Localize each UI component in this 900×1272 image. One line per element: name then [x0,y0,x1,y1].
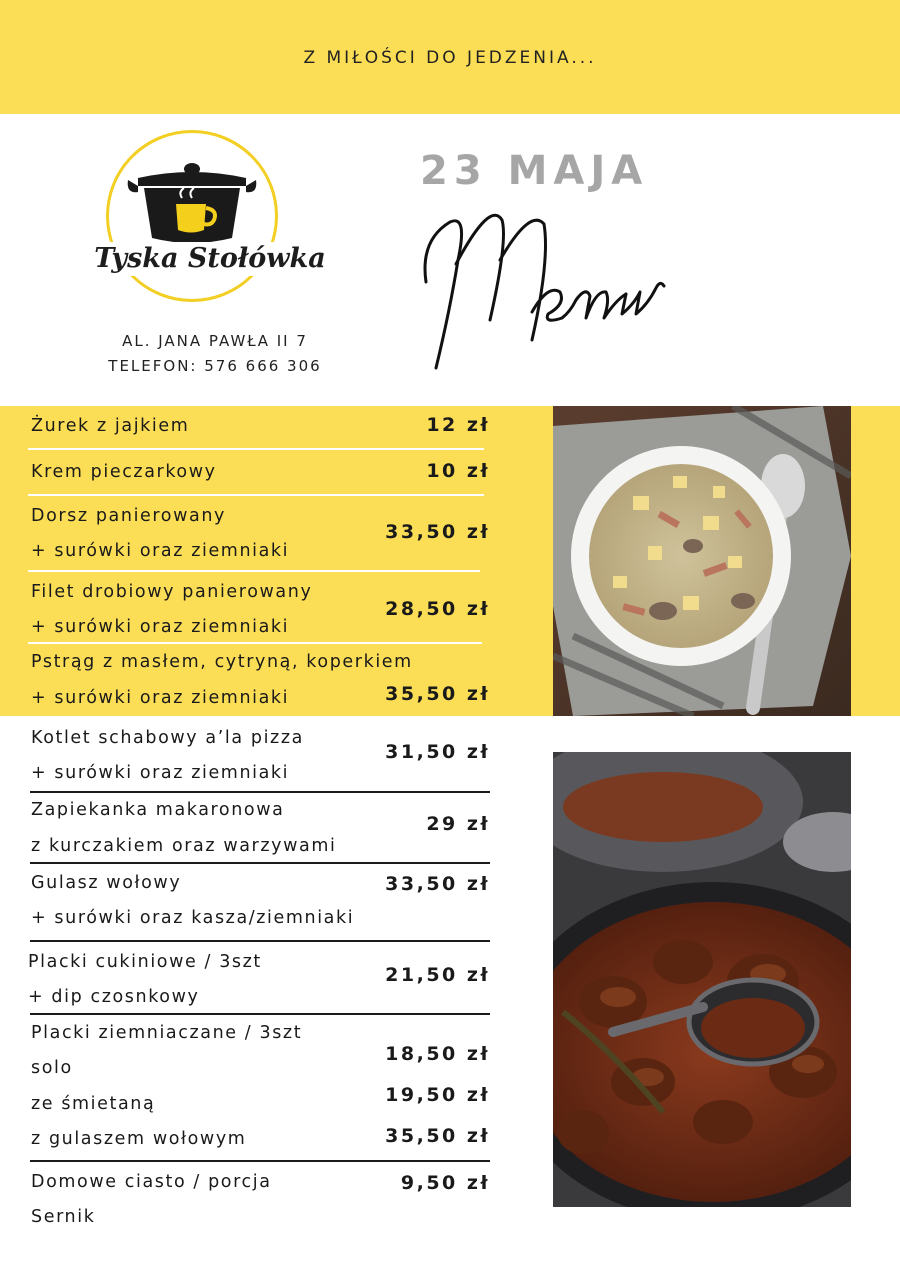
dish-name: Placki cukiniowe / 3szt [28,952,262,972]
divider [30,791,490,793]
divider [30,1160,490,1162]
dish-name: Pstrąg z masłem, cytryną, koperkiem [31,652,413,672]
dish-name: Filet drobiowy panierowany [31,582,313,602]
divider [28,494,484,496]
dish-side: + surówki oraz ziemniaki [31,763,290,783]
dish-option: solo [31,1058,73,1078]
dish-option: Sernik [31,1207,96,1227]
divider [28,642,482,644]
dish-name: Żurek z jajkiem [31,416,190,436]
dish-price: 21,50 zł [385,964,490,986]
dish-side: + surówki oraz ziemniaki [31,541,290,561]
dish-price: 12 zł [426,414,490,436]
divider [30,862,490,864]
address: AL. JANA PAWŁA II 7 [122,332,308,350]
brand-name: Tyska Stołówka [86,242,334,276]
divider [28,570,480,572]
dish-side: z kurczakiem oraz warzywami [31,836,337,856]
menu-title-script [420,200,680,376]
dish-side: + surówki oraz ziemniaki [31,688,290,708]
dish-side: + surówki oraz kasza/ziemniaki [31,908,355,928]
divider [30,940,490,942]
phone: TELEFON: 576 666 306 [108,357,322,375]
soup-photo [553,406,851,716]
dish-price: 18,50 zł [385,1043,490,1065]
dish-price: 9,50 zł [400,1172,490,1194]
dish-name: Domowe ciasto / porcja [31,1172,272,1192]
dish-price: 35,50 zł [385,1125,490,1147]
dish-name: Placki ziemniaczane / 3szt [31,1023,303,1043]
dish-name: Zapiekanka makaronowa [31,800,285,820]
dish-side: + surówki oraz ziemniaki [31,617,290,637]
divider [30,1013,490,1015]
dish-option: z gulaszem wołowym [31,1129,247,1149]
divider [28,448,484,450]
dish-price: 31,50 zł [385,741,490,763]
dish-price: 33,50 zł [385,873,490,895]
dish-price: 33,50 zł [385,521,490,543]
dish-name: Krem pieczarkowy [31,462,217,482]
dish-price: 29 zł [426,813,490,835]
dish-side: + dip czosnkowy [28,987,200,1007]
dish-option: ze śmietaną [31,1094,156,1114]
dish-name: Gulasz wołowy [31,873,182,893]
dish-price: 28,50 zł [385,598,490,620]
goulash-photo [553,752,851,1207]
dish-price: 35,50 zł [385,683,490,705]
dish-price: 10 zł [426,460,490,482]
dish-price: 19,50 zł [385,1084,490,1106]
tagline: Z MIŁOŚCI DO JEDZENIA... [303,48,597,68]
dish-name: Dorsz panierowany [31,506,226,526]
pot-icon [126,156,258,246]
menu-date: 23 MAJA [420,148,649,194]
brand-logo [96,126,324,316]
dish-name: Kotlet schabowy a’la pizza [31,728,304,748]
